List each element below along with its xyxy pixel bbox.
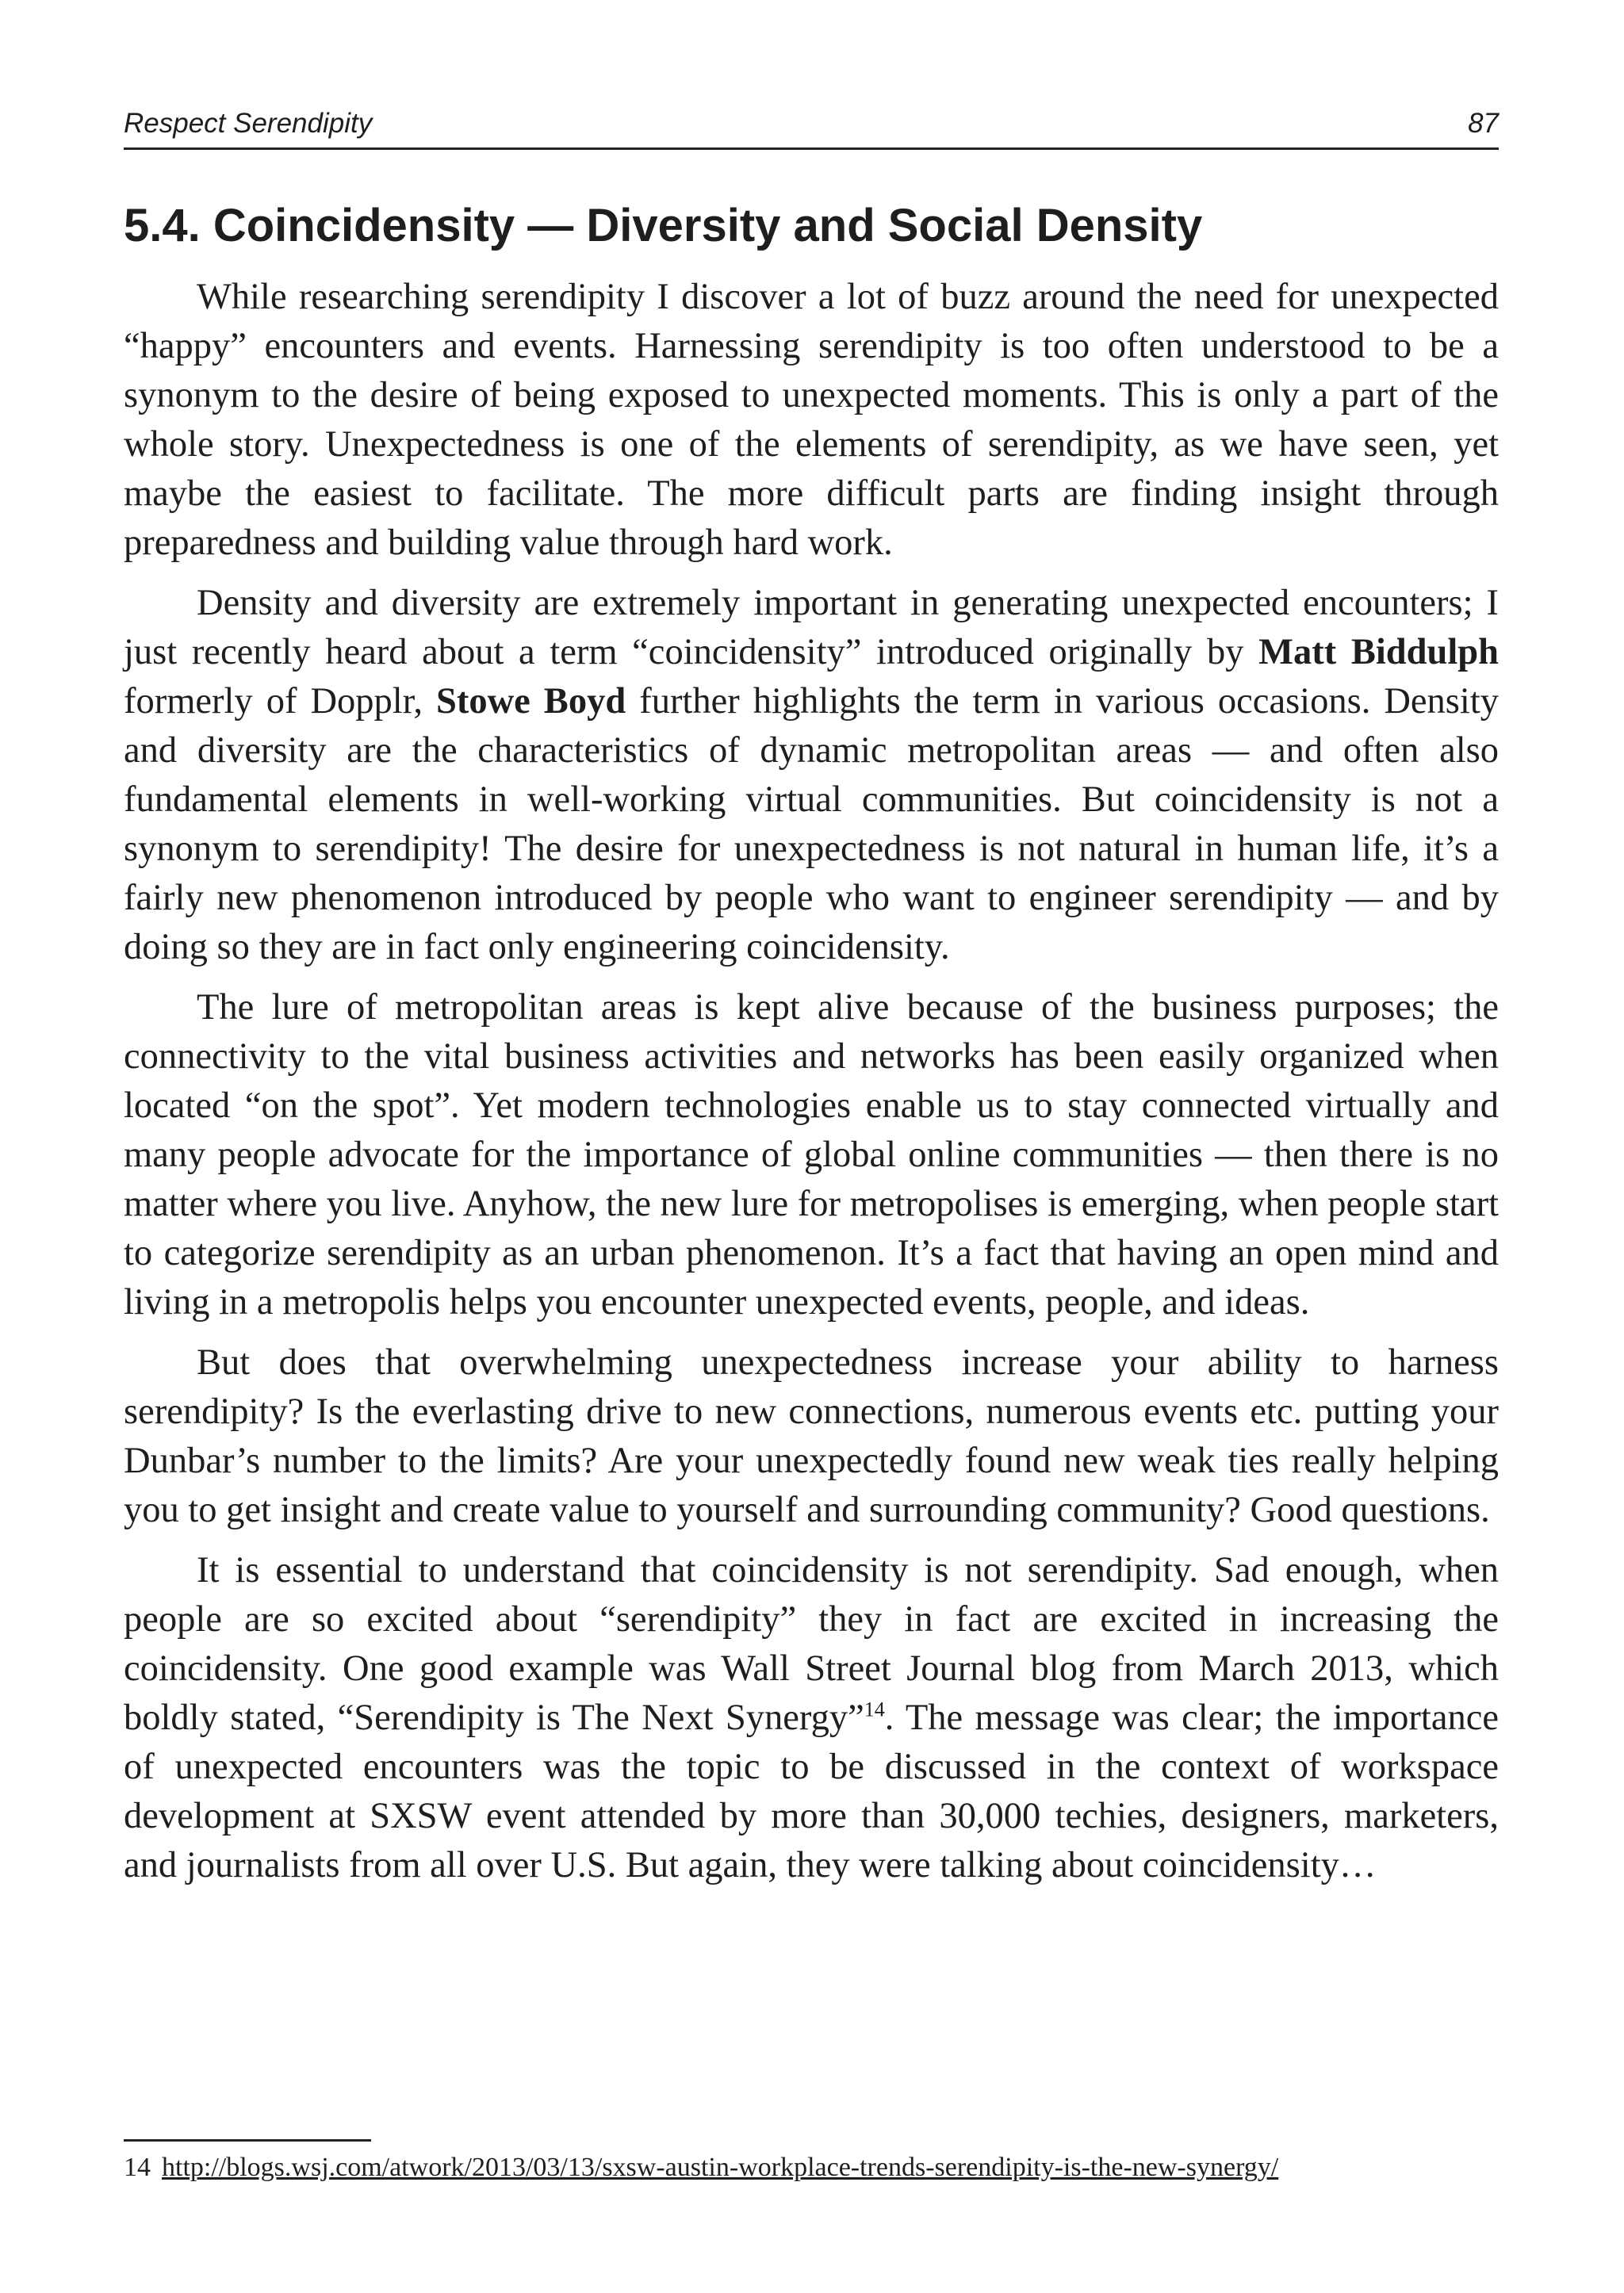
footnote-divider — [124, 2139, 371, 2142]
paragraph-5-text: . The message was clear; the importance of unexpected encounters was the topic to be discussed in the context of workspace development at SXSW event attended by more than 30,000 techies, designers, marketers, and journalists from all over U.S. But again, they were talking about coincidensity… — [124, 1698, 1499, 1885]
paragraph-2-text: Density and diversity are extremely important in generating unexpected encounters; I just recently heard about a term “coincidensity” introduced originally by — [124, 583, 1499, 672]
paragraph-5 — [124, 1546, 1499, 1890]
paragraph-2-text: formerly of Dopplr, — [124, 681, 436, 722]
paragraph-5-text: It is essential to understand that coincidensity is not serendipity. Sad enough, when people are so excited about “serendipity” they in fact are excited in increasing the coincidensity. One good example was Wall Street Journal blog from March 2013, which boldly stated, “Serendipity is The Next Synergy” — [124, 1550, 1499, 1738]
paragraph-1: While researching serendipity I discover a lot of buzz around the need for unexpected “happy” encounters and events. Harnessing serendipity is too often understood to be a synonym to the desire of being exposed to unexpected moments. This is only a part of the whole story. Unexpectedness is one of the elements of serendipity, as we have seen, yet maybe the easiest to facilitate. The more difficult parts are finding insight through preparedness and building value through hard work. — [124, 277, 1499, 563]
running-title: Respect Serendipity — [124, 108, 373, 139]
page-number: 87 — [1468, 108, 1499, 139]
footnote-link[interactable]: http://blogs.wsj.com/atwork/2013/03/13/sxsw-austin-workplace-trends-serendipity-is-the-new-synergy/ — [162, 2153, 1279, 2182]
footnote — [124, 2150, 1499, 2185]
paragraph-2-text: further highlights the term in various occasions. Density and diversity are the characteristics of dynamic metropolitan areas — and often also fundamental elements in well-working virtual communities. But coincidensity is not a synonym to serendipity! The desire for unexpectedness is not natural in human life, it’s a fairly new phenomenon introduced by people who want to engineer serendipity — and by doing so they are in fact only engineering coincidensity. — [124, 681, 1499, 967]
section-title: 5.4. Coincidensity — Diversity and Social Density — [124, 200, 1203, 251]
footnote-reference[interactable]: 14 — [864, 1698, 885, 1721]
body-text — [124, 273, 1499, 1901]
paragraph-4: But does that overwhelming unexpectedness increase your ability to harness serendipity? Is the everlasting drive to new connections, numerous events etc. putting your Dunbar’s number to the limits? Are your unexpectedly found new weak ties really helping you to get insight and create value to yourself and surrounding community? Good questions. — [124, 1342, 1499, 1530]
paragraph-3: The lure of metropolitan areas is kept alive because of the business purposes; the connectivity to the vital business activities and networks has been easily organized when located “on the spot”. Yet modern technologies enable us to stay connected virtually and many people advocate for the importance of global online communities — then there is no matter where you live. Anyhow, the new lure for metropolises is emerging, when people start to categorize serendipity as an urban phenomenon. It’s a fact that having an open mind and living in a metropolis helps you encounter unexpected events, people, and ideas. — [124, 987, 1499, 1323]
person-name-stowe-boyd: Stowe Boyd — [435, 681, 626, 722]
running-header — [124, 106, 1499, 150]
paragraph-2 — [124, 579, 1499, 972]
footnote-number: 14 — [124, 2153, 151, 2182]
person-name-matt-biddulph: Matt Biddulph — [1258, 632, 1499, 672]
